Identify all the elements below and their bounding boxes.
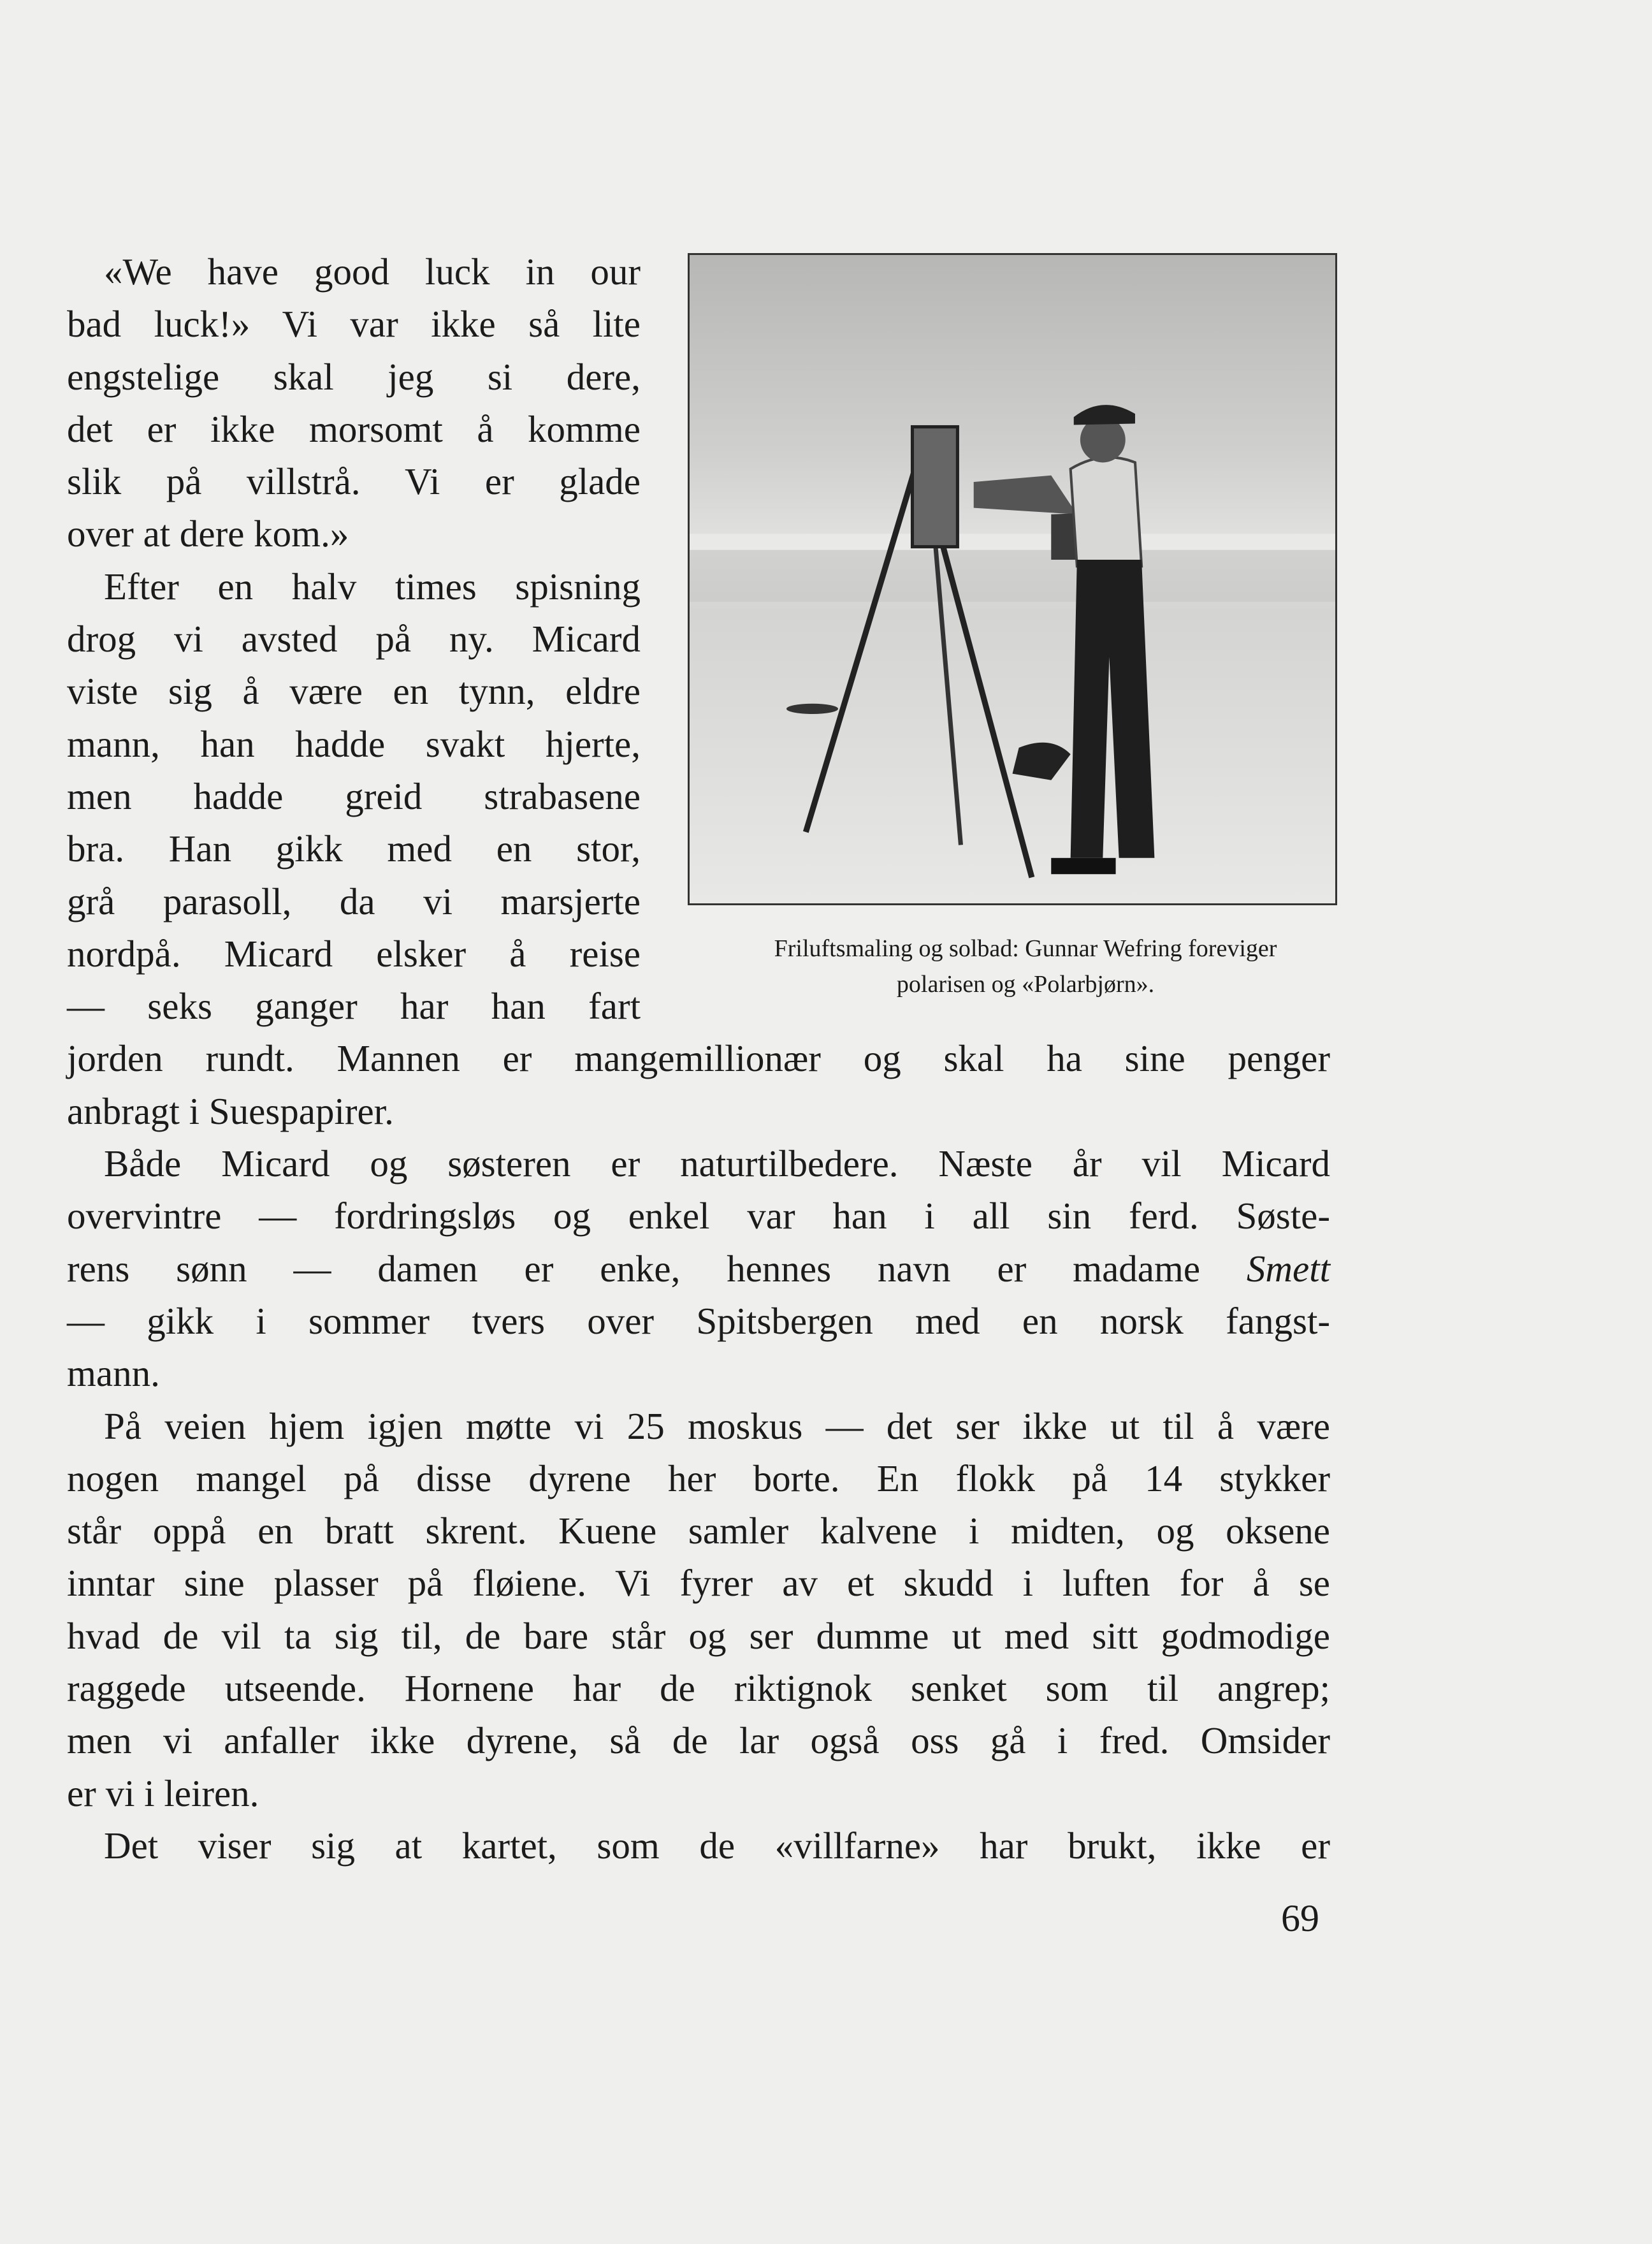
text-line [67,245,641,298]
text-line-content: jorden rundt. Mannen er mangemillionær og skal ha sine penger [67,1037,1330,1080]
text-line [67,1819,1330,1872]
text-line-content: engstelige skal jeg si dere, [67,355,641,398]
text-line [67,665,641,717]
text-line [67,875,641,928]
text-line [67,1242,1330,1295]
text-line-content: nogen mangel på disse dyrene her borte. En flokk på 14 stykker [67,1457,1330,1499]
text-line [67,1557,1330,1609]
text-line-content: Det viser sig at kartet, som de «villfarne» har brukt, ikke er [104,1824,1330,1867]
text-line-content: nordpå. Micard elsker å reise [67,932,641,975]
text-line [67,980,641,1032]
text-line [67,1610,1330,1662]
text-line-content: står oppå en bratt skrent. Kuene samler kalvene i midten, og oksene [67,1510,1330,1552]
text-line [67,613,641,665]
text-line [67,1032,1330,1084]
text-line-content: — gikk i sommer tvers over Spitsbergen med en norsk fangst- [67,1299,1330,1342]
text-line [67,1085,1330,1137]
text-line-content: På veien hjem igjen møtte vi 25 moskus — det ser ikke ut til å være [104,1404,1330,1447]
text-line [67,560,641,613]
text-line [67,928,641,980]
photo-caption-line-1: Friluftsmaling og solbad: Gunnar Wefring foreviger [774,935,1277,962]
text-line [67,298,641,350]
text-line-content: overvintre — fordringsløs og enkel var han i all sin ferd. Søste- [67,1195,1330,1237]
text-line [67,351,641,403]
text-line [67,1137,1330,1190]
text-line-content: «We have good luck in our [104,251,641,293]
text-line-content: slik på villstrå. Vi er glade [67,460,641,503]
body-text [67,245,1330,1872]
text-line [67,1662,1330,1714]
text-line [67,1190,1330,1242]
text-line-content: Efter en halv times spisning [104,565,641,608]
text-line-content: drog vi avsted på ny. Micard [67,618,641,660]
text-line [67,1767,1330,1819]
text-line [67,1714,1330,1767]
text-line [67,1400,1330,1452]
text-line-content: er vi i leiren. [67,1772,259,1814]
text-line-content: rens sønn — damen er enke, hennes navn er madame [67,1247,1201,1290]
text-line [67,1504,1330,1557]
text-line-content: men vi anfaller ikke dyrene, så de lar også oss gå i fred. Omsider [67,1719,1330,1762]
text-line [67,455,641,507]
text-line-content: raggede utseende. Hornene har de riktignok senket som til angrep; [67,1667,1330,1710]
text-line-content: det er ikke morsomt å komme [67,407,641,450]
page-number: 69 [1281,1897,1319,1939]
text-line [67,1295,1330,1347]
photo-caption-line-2: polarisen og «Polarbjørn». [896,971,1155,998]
text-line [67,403,641,455]
text-line-content: viste sig å være en tynn, eldre [67,670,641,713]
text-line-content: mann. [67,1352,160,1395]
text-line-content: inntar sine plasser på fløiene. Vi fyrer av et skudd i luften for å se [67,1562,1330,1605]
text-line [67,1347,1330,1399]
text-line-content: grå parasoll, da vi marsjerte [67,880,641,922]
text-line-content: bra. Han gikk med en stor, [67,827,641,870]
text-line-content: anbragt i Suespapirer. [67,1089,394,1132]
text-line [67,770,641,822]
text-line-content: hvad de vil ta sig til, de bare står og ser dumme ut med sitt godmodige [67,1614,1330,1657]
text-line-content: bad luck!» Vi var ikke så lite [67,303,641,346]
text-line-content: — seks ganger har han fart [67,985,641,1028]
text-line [67,507,641,560]
text-line-content: mann, han hadde svakt hjerte, [67,722,641,765]
italic-name: Smett [1246,1247,1330,1290]
text-line [67,822,641,875]
text-line-content: Både Micard og søsteren er naturtilbedere. Næste år vil Micard [104,1142,1330,1185]
text-line [67,718,641,770]
text-line-content: men hadde greid strabasene [67,775,641,817]
text-line-content: over at dere kom.» [67,513,349,555]
text-line [67,1452,1330,1504]
